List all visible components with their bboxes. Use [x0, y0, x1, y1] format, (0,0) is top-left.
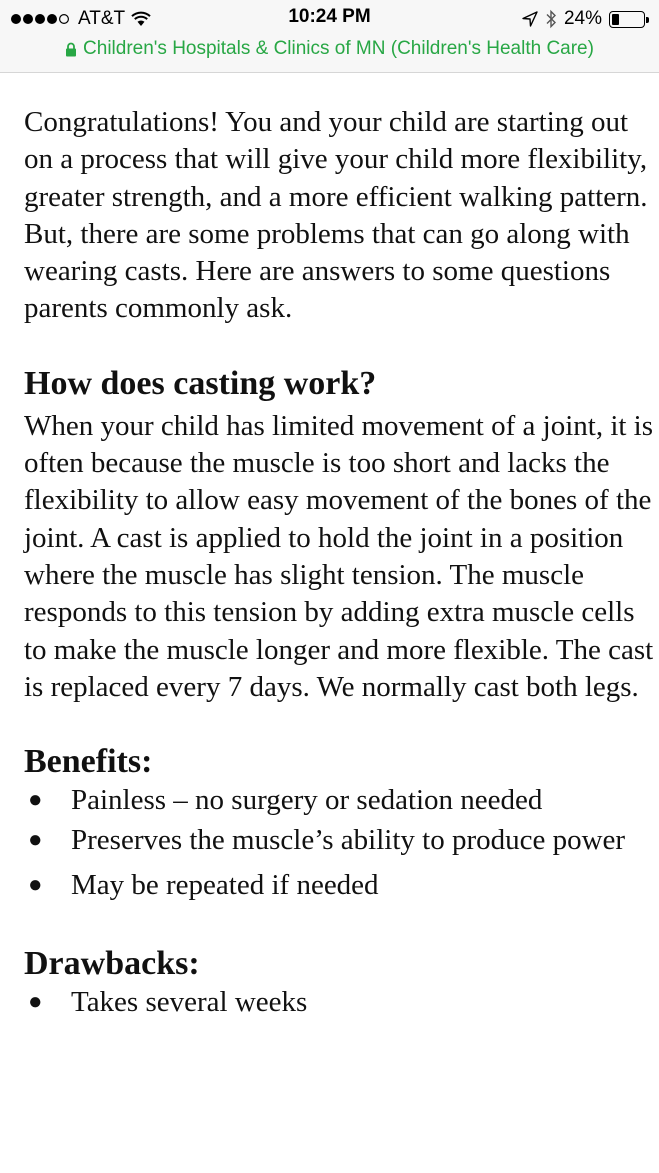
list-item-text: Preserves the muscle’s ability to produce power: [71, 824, 626, 857]
casting-paragraph: When your child has limited movement of a joint, it is often because the muscle is too short and lacks the flexibility to allow easy movement of the bones of the joint. A cast is applied to hold the joint in a position where the muscle has slight tension. The muscle responds to this tension by adding extra muscle cells to make the muscle longer and more flexible. The cast is replaced every 7 days. We normally cast both legs.: [24, 409, 654, 703]
article-content: [24, 104, 659, 1021]
url-bar[interactable]: [0, 38, 659, 60]
list-item: [24, 867, 659, 904]
bullet-icon: ●: [28, 827, 43, 854]
list-item: [24, 984, 659, 1021]
lock-icon: [65, 42, 77, 57]
benefits-list: [24, 782, 659, 904]
list-item-text: Painless – no surgery or sedation needed: [71, 784, 543, 817]
clock: 10:24 PM: [288, 6, 371, 27]
bullet-icon: ●: [28, 989, 43, 1016]
bullet-icon: ●: [28, 871, 43, 898]
battery-percent: 24%: [563, 8, 602, 29]
site-name: Children's Hospitals & Clinics of MN (Children's Health Care): [83, 38, 594, 59]
location-icon: [522, 11, 538, 27]
drawbacks-list: [24, 984, 659, 1021]
list-item: [24, 782, 659, 819]
battery-icon: [609, 11, 645, 28]
list-item: [24, 822, 659, 859]
list-item-text: Takes several weeks: [71, 986, 308, 1019]
bluetooth-icon: [545, 9, 557, 29]
section-heading-benefits: Benefits:: [24, 743, 153, 781]
section-heading-casting: How does casting work?: [24, 364, 377, 402]
list-item-text: May be repeated if needed: [71, 868, 379, 901]
intro-paragraph: Congratulations! You and your child are starting out on a process that will give your child more flexibility, greater strength, and a more efficient walking pattern. But, there are some problems that can go along with wearing casts. Here are answers to some questions parents commonly ask.: [24, 106, 648, 325]
section-heading-drawbacks: Drawbacks:: [24, 945, 200, 983]
status-bar: [0, 0, 659, 73]
status-indicators: [522, 6, 645, 32]
bullet-icon: ●: [28, 787, 43, 814]
carrier-name: AT&T: [78, 8, 126, 29]
